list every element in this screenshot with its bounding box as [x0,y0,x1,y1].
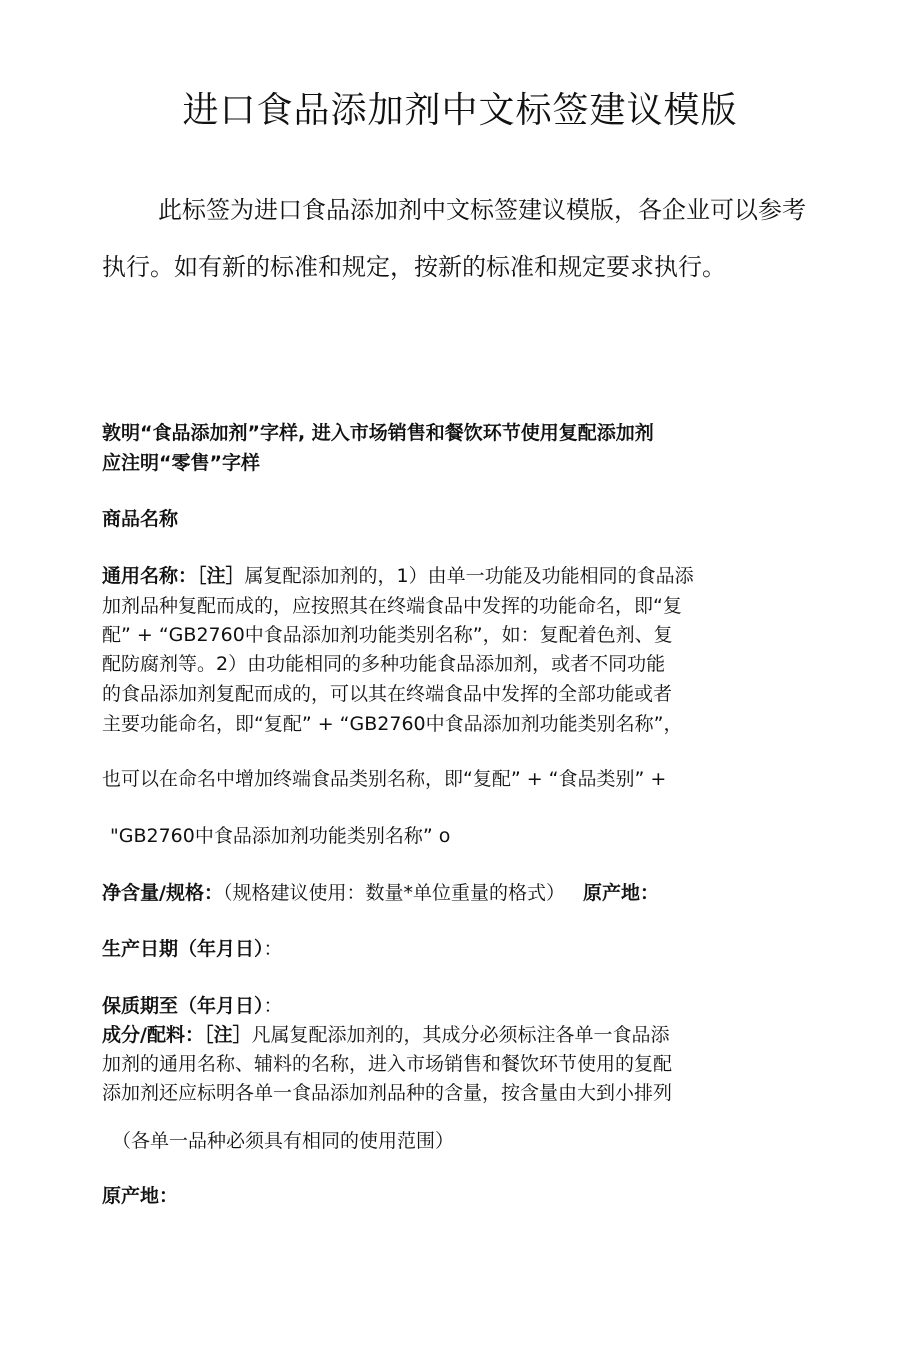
general-name-label: 通用名称：［注］ [102,565,245,587]
general-name-line-2: 加剂品种复配而成的，应按照其在终端食品中发挥的功能命名，即“复 [102,595,682,617]
general-name-line-1 [102,562,694,590]
ingredients-label: 成分/配料：［注］ [102,1024,252,1046]
net-content-origin-label: 原产地： [582,882,659,904]
net-content-note: （规格建议使用：数量*单位重量的格式） [222,882,565,904]
expiry-date-line [102,992,283,1020]
general-name-line-7: 也可以在命名中增加终端食品类别名称，即“复配” + “食品类别” + [102,768,667,790]
ingredients-line-2: 加剂的通用名称、辅料的名称，进入市场销售和餐饮环节使用的复配 [102,1053,673,1075]
general-name-line-4: 配防腐剂等。2）由功能相同的多种功能食品添加剂，或者不同功能 [102,653,666,675]
production-date-label: 生产日期（年月日） [102,938,264,960]
intro-paragraph: 此标签为进口食品添加剂中文标签建议模版，各企业可以参考执行。如有新的标准和规定，按新的标准和规定要求执行。 [102,196,806,281]
ingredients-line-3: 添加剂还应标明各单一食品添加剂品种的含量，按含量由大到小排列 [102,1082,673,1104]
ingredients-line-1 [102,1021,669,1049]
origin-label: 原产地： [102,1185,179,1207]
net-content-line [102,879,659,907]
net-content-label: 净含量/规格： [102,882,223,904]
production-date-suffix: ： [263,938,283,960]
general-name-line-5: 的食品添加剂复配而成的，可以其在终端食品中发挥的全部功能或者 [102,683,673,705]
document-title: 进口食品添加剂中文标签建议模版 [182,90,738,131]
ingredients-text-1: 凡属复配添加剂的，其成分必须标注各单一食品添 [251,1024,670,1046]
notice-line-2: 应注明“零售”字样 [102,452,260,474]
product-name-label: 商品名称 [102,508,179,530]
general-name-line-6: 主要功能命名，即“复配” + “GB2760中食品添加剂功能类别名称”， [102,713,683,735]
expiry-date-suffix: ： [263,995,283,1017]
ingredients-line-4: （各单一品种必须具有相同的使用范围） [112,1130,455,1152]
expiry-date-label: 保质期至（年月日） [102,995,264,1017]
general-name-text-1: 属复配添加剂的，1）由单一功能及功能相同的食品添 [244,565,694,587]
production-date-line [102,935,283,963]
general-name-line-3: 配” + “GB2760中食品添加剂功能类别名称”，如：复配着色剂、复 [102,624,673,646]
notice-line-1: 敦明“食品添加剂”字样, 进入市场销售和餐饮环节使用复配添加剂 [102,422,654,444]
general-name-line-8: "GB2760中食品添加剂功能类别名称” o [110,825,451,847]
